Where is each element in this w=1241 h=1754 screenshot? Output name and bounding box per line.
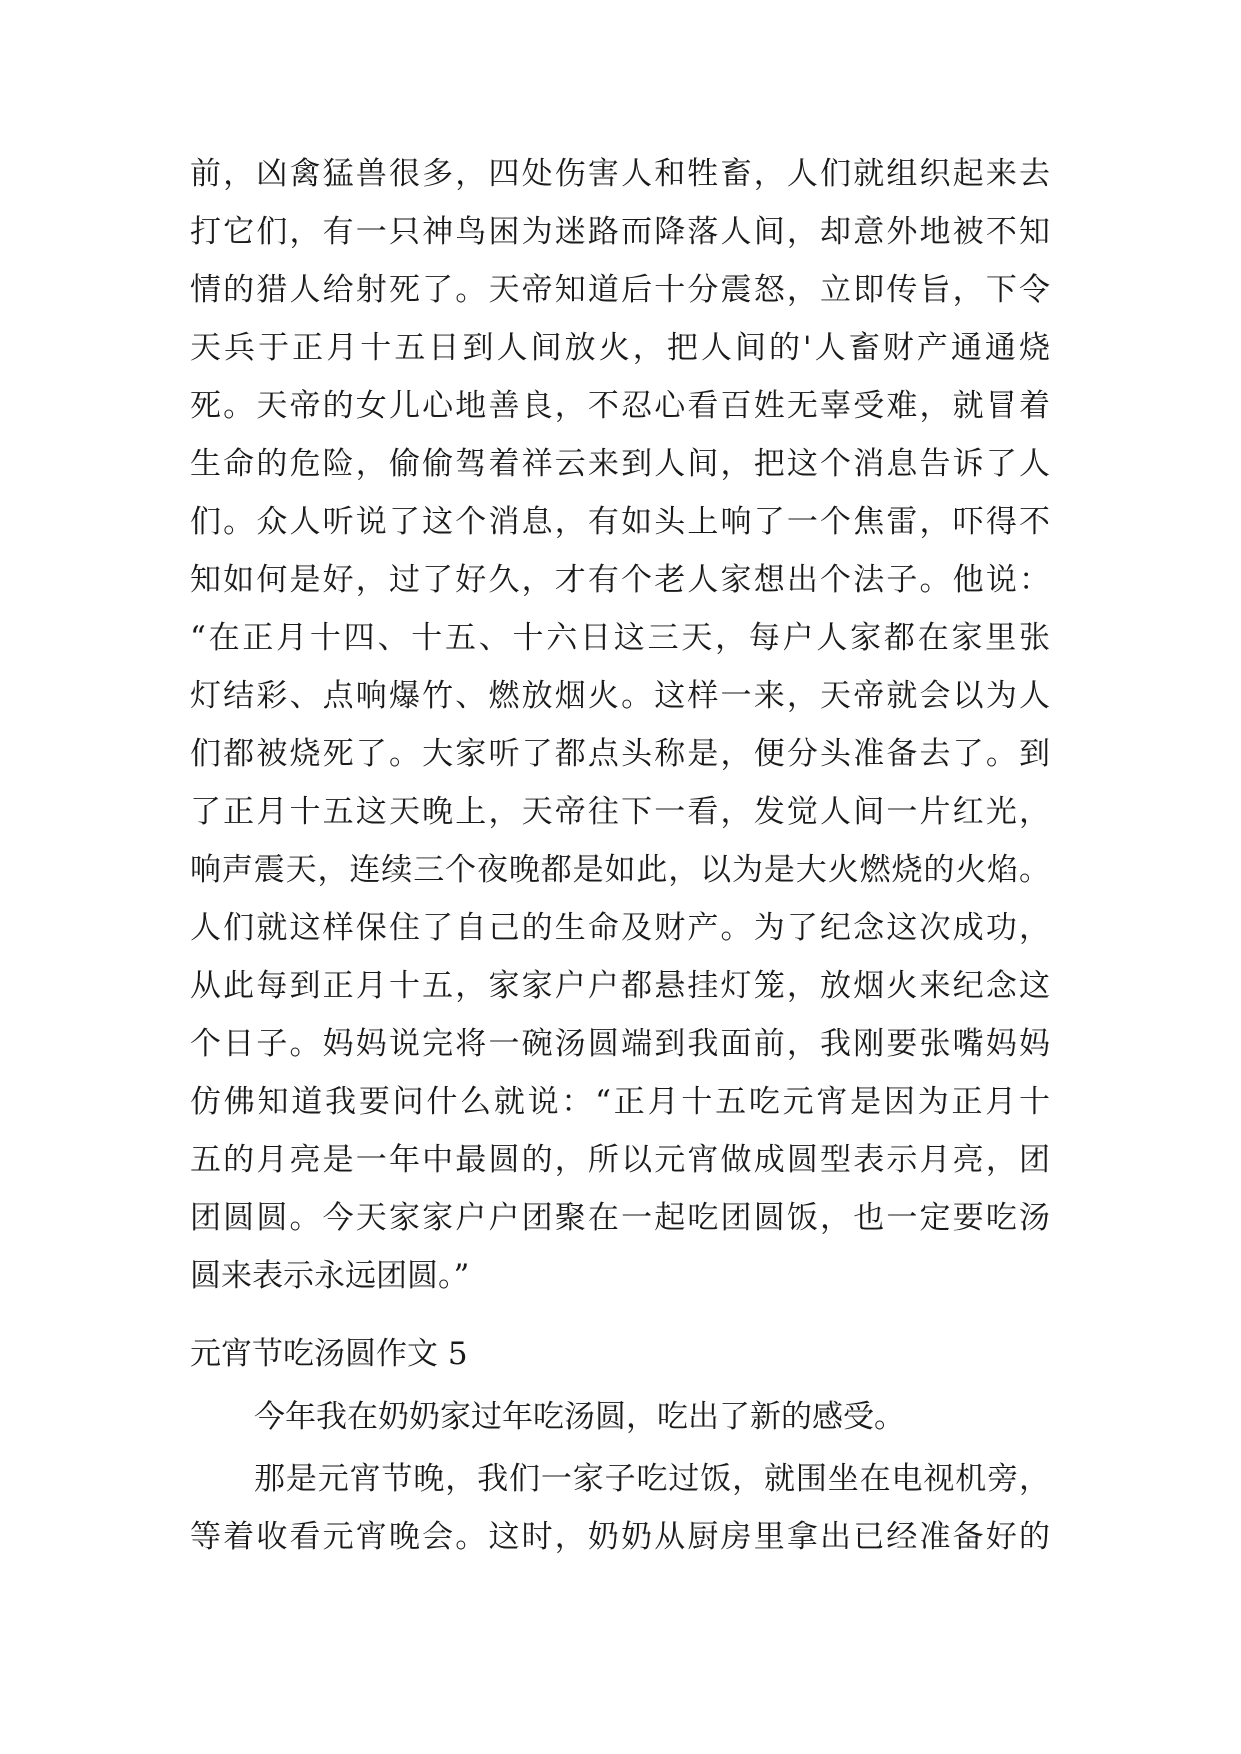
- text-line: 情的猎人给射死了。天帝知道后十分震怒，立即传旨，下令: [190, 272, 1050, 308]
- text-line: 们都被烧死了。大家听了都点头称是，便分头准备去了。到: [190, 736, 1050, 772]
- text-line: 了正月十五这天晚上，天帝往下一看，发觉人间一片红光，: [190, 794, 1050, 830]
- text-line: 打它们，有一只神鸟困为迷路而降落人间，却意外地被不知: [190, 214, 1050, 250]
- text-line: 灯结彩、点响爆竹、燃放烟火。这样一来，天帝就会以为人: [190, 678, 1050, 714]
- text-line: 团圆圆。今天家家户户团聚在一起吃团圆饭，也一定要吃汤: [190, 1200, 1050, 1236]
- text-line: 人们就这样保住了自己的生命及财产。为了纪念这次成功，: [190, 910, 1050, 946]
- text-line: 个日子。妈妈说完将一碗汤圆端到我面前，我刚要张嘴妈妈: [190, 1026, 1050, 1062]
- text-line: 那是元宵节晚，我们一家子吃过饭，就围坐在电视机旁，: [254, 1461, 1050, 1497]
- text-line: 响声震天，连续三个夜晚都是如此，以为是大火燃烧的火焰。: [190, 852, 1050, 888]
- text-line: 仿佛知道我要问什么就说：“正月十五吃元宵是因为正月十: [190, 1084, 1050, 1120]
- text-line: 知如何是好，过了好久，才有个老人家想出个法子。他说：: [190, 562, 1050, 598]
- text-line: 天兵于正月十五日到人间放火，把人间的'人畜财产通通烧: [190, 330, 1050, 366]
- text-line: 今年我在奶奶家过年吃汤圆，吃出了新的感受。: [254, 1399, 905, 1435]
- text-line: 从此每到正月十五，家家户户都悬挂灯笼，放烟火来纪念这: [190, 968, 1050, 1004]
- story-text-block: [190, 145, 1050, 1305]
- text-line: “在正月十四、十五、十六日这三天，每户人家都在家里张: [190, 620, 1050, 656]
- text-line: 圆来表示永远团圆。”: [190, 1258, 470, 1294]
- text-line: 五的月亮是一年中最圆的，所以元宵做成圆型表示月亮，团: [190, 1142, 1050, 1178]
- text-line: 生命的危险，偷偷驾着祥云来到人间，把这个消息告诉了人: [190, 446, 1050, 482]
- paragraph-2: [190, 1450, 1050, 1566]
- section-title: 元宵节吃汤圆作文 5: [190, 1336, 468, 1372]
- paragraph-1: [190, 1388, 1050, 1446]
- text-line: 们。众人听说了这个消息，有如头上响了一个焦雷，吓得不: [190, 504, 1050, 540]
- text-line: 死。天帝的女儿心地善良，不忍心看百姓无辜受难，就冒着: [190, 388, 1050, 424]
- text-line: 等着收看元宵晚会。这时，奶奶从厨房里拿出已经准备好的: [190, 1519, 1050, 1555]
- text-line: 前，凶禽猛兽很多，四处伤害人和牲畜，人们就组织起来去: [190, 156, 1050, 192]
